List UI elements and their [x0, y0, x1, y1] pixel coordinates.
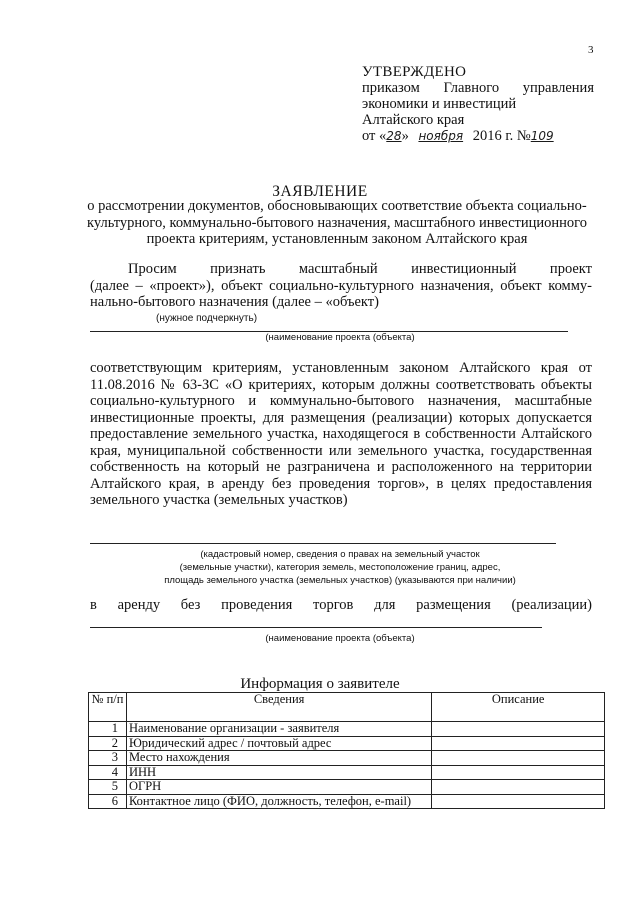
land-caption-line-1: (кадастровый номер, сведения о правах на земельный участок	[200, 549, 480, 560]
underline-note: (нужное подчеркнуть)	[156, 313, 258, 324]
approval-line-2: экономики и инвестиций	[362, 96, 517, 112]
statement-title: ЗАЯВЛЕНИЕ	[272, 183, 368, 200]
order-number: 109	[530, 129, 554, 143]
approval-line-1: приказом Главного управления	[362, 80, 594, 96]
request-paragraph	[90, 261, 592, 311]
applicant-info-title: Информация о заявителе	[240, 676, 400, 692]
request-line-2: (далее – «проект»), объект социально-культурного назначения, объект комму-	[90, 277, 592, 294]
approval-block	[362, 64, 594, 144]
land-caption-line-3: площадь земельного участка (земельных участков) (указываются при наличии)	[164, 575, 516, 586]
approval-order-line	[362, 128, 594, 144]
request-line-3: нально-бытового назначения (далее – «объект)	[90, 294, 379, 310]
land-plot-line	[90, 543, 556, 544]
page-number: 3	[588, 44, 594, 56]
header-num: № п/п	[89, 693, 127, 722]
rent-line: в аренду без проведения торгов для размещения (реализации)	[90, 597, 592, 613]
row-label: ОГРН	[126, 780, 431, 795]
order-day: 28	[386, 129, 402, 143]
header-desc: Описание	[432, 693, 605, 722]
table-row	[89, 780, 605, 795]
project-name-line-2	[90, 627, 542, 628]
row-desc[interactable]	[432, 765, 605, 780]
row-num: 3	[89, 751, 127, 766]
row-label: Контактное лицо (ФИО, должность, телефон, e-mail)	[126, 794, 431, 809]
row-label: Место нахождения	[126, 751, 431, 766]
table-row	[89, 751, 605, 766]
table-row	[89, 794, 605, 809]
table-row	[89, 722, 605, 737]
land-plot-caption	[90, 548, 590, 587]
row-num: 4	[89, 765, 127, 780]
row-num: 5	[89, 780, 127, 795]
table-row	[89, 736, 605, 751]
row-num: 2	[89, 736, 127, 751]
order-year: 2016 г. №	[472, 128, 531, 144]
row-label: Юридический адрес / почтовый адрес	[126, 736, 431, 751]
row-desc[interactable]	[432, 736, 605, 751]
approval-title: УТВЕРЖДЕНО	[362, 64, 467, 80]
header-info: Сведения	[126, 693, 431, 722]
row-desc[interactable]	[432, 794, 605, 809]
statement-subtitle: о рассмотрении документов, обосновывающих соответствие объекта социально-культурного, коммунально-бытового назначения, масштабного инвестиционного проекта критериям, установленным законом Алтайского края	[87, 198, 587, 247]
applicant-info-table	[88, 692, 605, 809]
row-desc[interactable]	[432, 780, 605, 795]
row-num: 1	[89, 722, 127, 737]
criteria-paragraph: соответствующим критериям, установленным законом Алтайского края от 11.08.2016 № 63-ЗС «О критериях, которым должны соответствовать объекты социально-культурного и коммунально-бытового назначения, масштабные инвестиционные проекты, для размещения (реализации) которых допускается предоставление земельного участка, находящегося в собственности Алтайского края, муниципальной собственности или земельного участка, государственная собственность на который не разграничена и расположенного на территории Алтайского края, в аренду без проведения торгов», в целях предоставления земельного участка (земельных участков)	[90, 360, 592, 508]
order-month: ноября	[418, 129, 464, 143]
row-num: 6	[89, 794, 127, 809]
table-row	[89, 765, 605, 780]
project-name-caption-2: (наименование проекта (объекта)	[265, 633, 415, 644]
table-header-row	[89, 693, 605, 722]
order-mid: »	[401, 128, 409, 144]
row-desc[interactable]	[432, 751, 605, 766]
approval-line-3: Алтайского края	[362, 112, 465, 128]
row-desc[interactable]	[432, 722, 605, 737]
land-caption-line-2: (земельные участки), категория земель, местоположение границ, адрес,	[179, 562, 501, 573]
order-prefix: от «	[362, 128, 387, 144]
request-line-1: Просим признать масштабный инвестиционный проект	[128, 261, 592, 277]
project-name-caption: (наименование проекта (объекта)	[265, 332, 415, 343]
row-label: Наименование организации - заявителя	[126, 722, 431, 737]
row-label: ИНН	[126, 765, 431, 780]
